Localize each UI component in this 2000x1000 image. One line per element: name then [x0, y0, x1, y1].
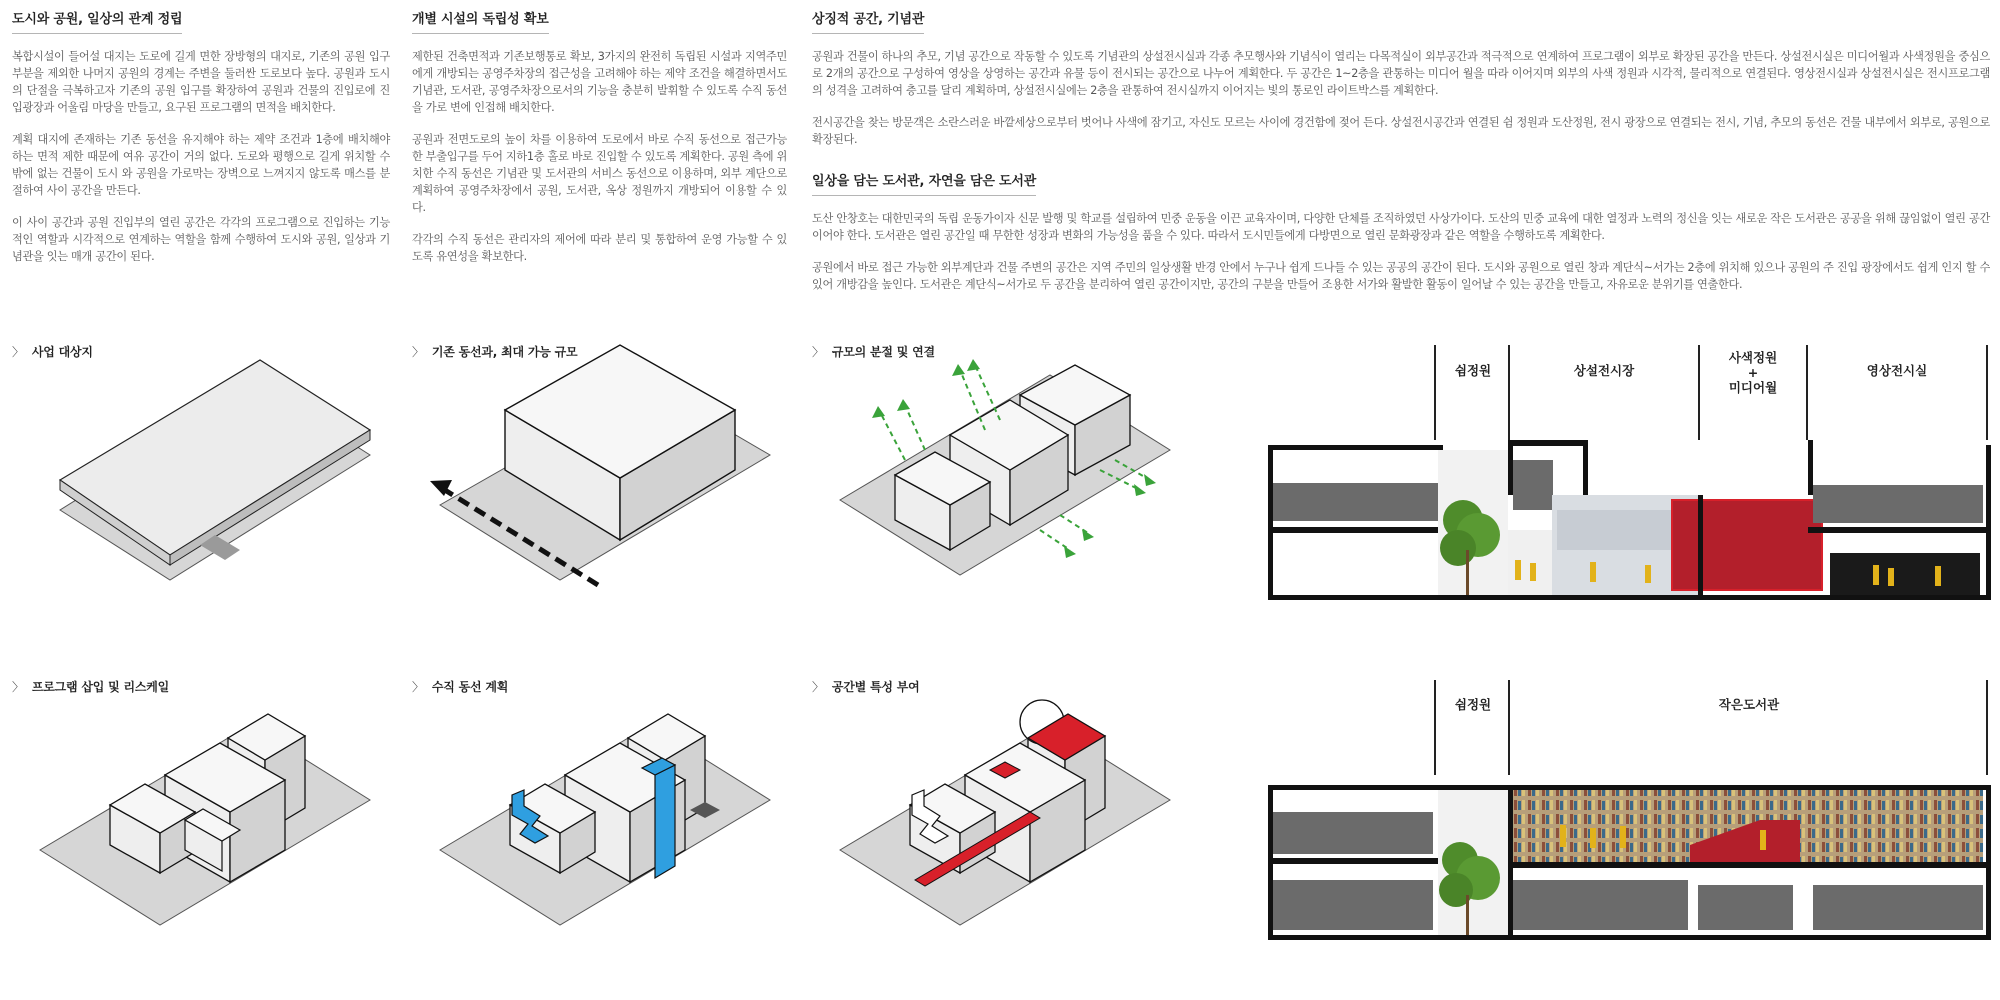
caption-program — [12, 678, 169, 695]
paragraph: 이 사이 공간과 공원 진입부의 열린 공간은 각각의 프로그램으로 진입하는 기능적인 역할과 시각적으로 연계하는 역할을 함께 수행하여 도시와 공원, 일상과 기념관을 잇는 매개 공간이 된다. — [12, 216, 390, 263]
caption-site — [12, 343, 93, 360]
paragraph: 전시공간을 찾는 방문객은 소란스러운 바깥세상으로부터 벗어나 사색에 잠기고, 자신도 모르는 사이에 경건함에 젖어 든다. 상설전시공간과 연결된 쉼 정원과 도산정원, 전시 광장으로 연결되는 전시, 기념, 추모의 동선은 건물 내부에서 외부로, 공원으로 확장된다. — [812, 116, 1990, 146]
heading-independence: 개별 시설의 독립성 확보 — [412, 8, 549, 34]
text-column-1 — [12, 8, 390, 280]
caption-vertical — [412, 678, 508, 695]
label-rest-garden: 쉼정원 — [1454, 697, 1492, 712]
section-drawing-library — [1250, 770, 2000, 950]
paragraph: 계획 대지에 존재하는 기존 동선을 유지해야 하는 제약 조건과 1층에 배치해야 하는 면적 제한 때문에 여유 공간이 거의 없다. 도로와 평행으로 길게 위치할 수밖에 없는 건물이 도시 와 공원을 가로막는 장벽으로 느껴지지 않도록 매스를 분절하여 사이 공간을 만든다. — [12, 133, 390, 197]
section-divider — [1508, 680, 1510, 775]
section-divider — [1986, 345, 1988, 440]
chevron-right-icon: 〉 — [12, 345, 24, 359]
section-divider — [1434, 680, 1436, 775]
paragraph: 각각의 수직 동선은 관리자의 제어에 따라 분리 및 통합하여 운영 가능할 수 있도록 유연성을 확보한다. — [412, 233, 787, 263]
diagram-character — [800, 700, 1200, 960]
caption-text: 수직 동선 계획 — [431, 680, 509, 694]
caption-text: 기존 동선과, 최대 가능 규모 — [431, 345, 578, 359]
diagram-segmentation — [800, 370, 1200, 620]
diagram-program — [0, 700, 400, 960]
text-column-2 — [412, 8, 787, 280]
section-divider — [1986, 680, 1988, 775]
chevron-right-icon: 〉 — [812, 680, 824, 694]
label-rest-garden: 쉼정원 — [1454, 363, 1492, 378]
caption-character — [812, 678, 920, 695]
paragraph: 복합시설이 들어설 대지는 도로에 길게 면한 장방형의 대지로, 기존의 공원 입구 부분을 제외한 나머지 공원의 경계는 주변을 둘러싼 도로보다 높다. 공원과 도시의 단절을 극복하고자 기존의 공원 입구를 확장하여 공원과 건물의 진입로에 진입광장과 어울림 마당을 만들고, 요구된 프로그램의 면적을 배치한다. — [12, 50, 390, 114]
label-line: 사색정원 — [1728, 350, 1778, 365]
text-column-3 — [812, 8, 1990, 308]
label-permanent-exhibition: 상설전시장 — [1573, 363, 1635, 378]
chevron-right-icon: 〉 — [812, 345, 824, 359]
caption-text: 규모의 분절 및 연결 — [831, 345, 935, 359]
paragraph: 공원에서 바로 접근 가능한 외부계단과 건물 주변의 공간은 지역 주민의 일상생활 반경 안에서 누구나 쉽게 드나들 수 있는 공공의 공간이 된다. 도시와 공원으로 열린 창과 계단식~서가는 2층에 위치해 있으나 공원의 주 진입 광장에서도 쉽게 인지 할 수 있어 개방감을 높인다. 도서관은 계단식~서가로 두 공간을 분리하여 열린 공간이지만, 공간의 구분을 만들어 조용한 서가와 활발한 활동이 일어날 수 있는 공간을 만들고, 자유로운 분위기를 연출한다. — [812, 261, 1990, 291]
label-line: + — [1747, 365, 1759, 380]
section-divider — [1508, 345, 1510, 440]
section-drawing-memorial — [1250, 430, 2000, 610]
diagram-max-volume — [400, 370, 800, 620]
paragraph: 공원과 건물이 하나의 추모, 기념 공간으로 작동할 수 있도록 기념관의 상설전시실과 각종 추모행사와 기념식이 열리는 다목적실이 외부공간과 적극적으로 연계하여 프로그램이 외부로 확장된 공간을 만든다. 상설전시실은 미디어월과 사색정원을 중심으로 2개의 공간으로 구성하여 영상을 상영하는 공간과 유물 등이 전시되는 공간으로 나누어 계획한다. 두 공간은 1~2층을 관통하는 미디어 월을 따라 이어지며 외부의 사색 정원과 시각적, 물리적으로 연결된다. 영상전시실과 상설전시실은 전시프로그램의 성격을 고려하여 층고를 달리 계획하며, 상설전시실에는 2층을 관통하여 전시실까지 이어지는 빛의 통로인 라이트박스를 계획한다. — [812, 50, 1990, 97]
diagram-site — [0, 370, 400, 620]
label-line: 미디어월 — [1728, 380, 1778, 395]
chevron-right-icon: 〉 — [12, 680, 24, 694]
caption-segmentation — [812, 343, 935, 360]
chevron-right-icon: 〉 — [412, 345, 424, 359]
chevron-right-icon: 〉 — [412, 680, 424, 694]
label-video-exhibition: 영상전시실 — [1866, 363, 1928, 378]
paragraph: 공원과 전면도로의 높이 차를 이용하여 도로에서 바로 수직 동선으로 접근가능한 부출입구를 두어 지하1층 홀로 바로 진입할 수 있도록 계획한다. 공원 측에 위치한 수직 동선은 기념관 및 도서관의 서비스 동선으로 이용하며, 외부 계단으로 계획하여 공영주차장에서 공원, 도서관, 옥상 정원까지 개방되어 이용할 수 있다. — [412, 133, 787, 214]
label-contemplation-garden — [1702, 350, 1804, 395]
heading-memorial: 상징적 공간, 기념관 — [812, 8, 924, 34]
paragraph: 제한된 건축면적과 기존보행통로 확보, 3가지의 완전히 독립된 시설과 지역주민에게 개방되는 공영주차장의 접근성을 고려해야 하는 제약 조건을 해결하면서도 기념관, 도서관, 공영주차장으로서의 기능을 충분히 발휘할 수 있도록 수직 동선을 가로 변에 인접해 배치한다. — [412, 50, 787, 114]
caption-text: 공간별 특성 부여 — [831, 680, 920, 694]
section-divider — [1434, 345, 1436, 440]
caption-circulation — [412, 343, 577, 360]
heading-city-park: 도시와 공원, 일상의 관계 정립 — [12, 8, 182, 34]
section-divider — [1698, 345, 1700, 440]
section-divider — [1806, 345, 1808, 440]
label-small-library: 작은도서관 — [1718, 697, 1780, 712]
diagram-vertical — [400, 700, 800, 960]
caption-text: 프로그램 삽입 및 리스케일 — [31, 680, 170, 694]
paragraph: 도산 안창호는 대한민국의 독립 운동가이자 신문 발행 및 학교를 설립하여 민중 운동을 이끈 교육자이며, 다양한 단체를 조직하였던 사상가이다. 도산의 민중 교육에 대한 열정과 노력의 정신을 잇는 새로운 작은 도서관은 공공을 위해 끊임없이 열린 공간이어야 한다. 도서관은 열린 공간일 때 무한한 성장과 변화의 가능성을 품을 수 있다. 따라서 도시민들에게 다방면으로 열린 문화광장과 같은 역할을 수행하도록 계획한다. — [812, 212, 1990, 242]
caption-text: 사업 대상지 — [31, 345, 93, 359]
heading-library: 일상을 담는 도서관, 자연을 담은 도서관 — [812, 170, 1036, 196]
